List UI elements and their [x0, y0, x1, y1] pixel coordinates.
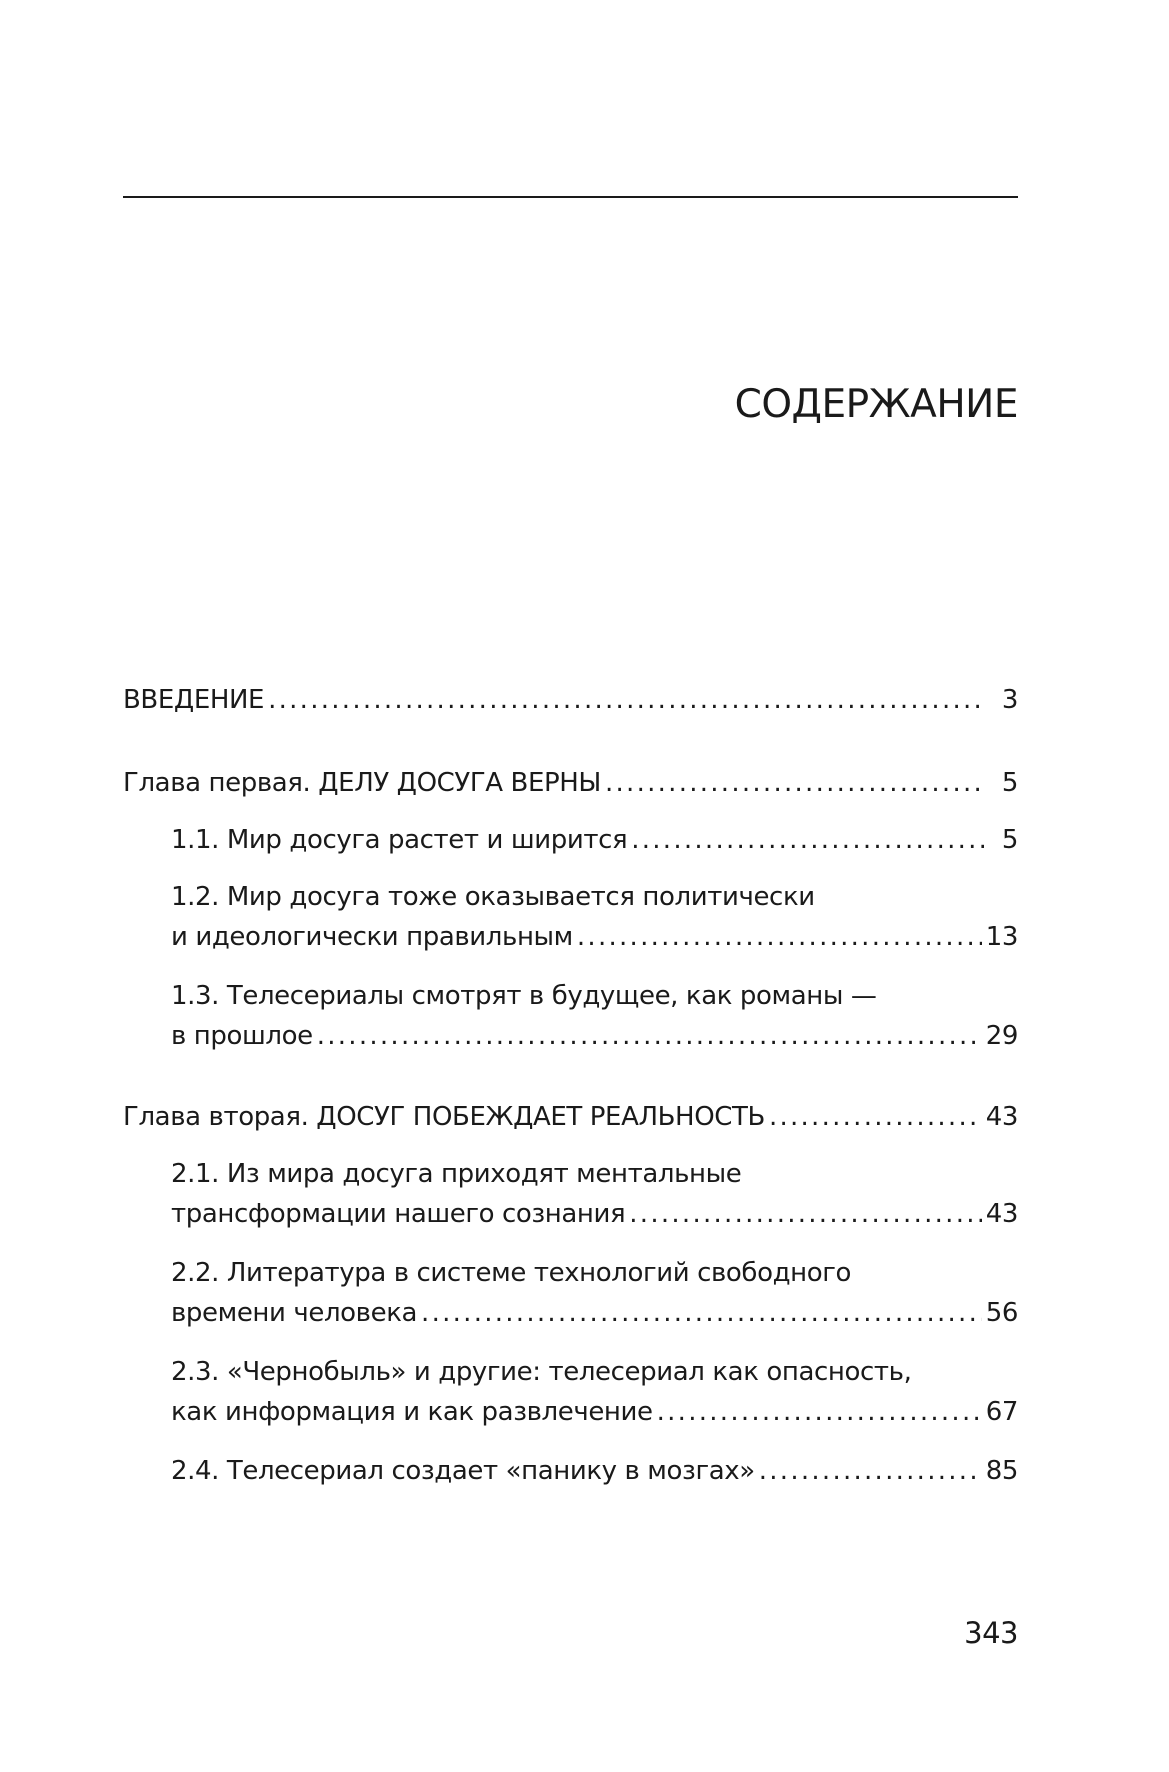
dot-leader — [657, 1392, 982, 1432]
toc-entry-section-2-3[interactable] — [171, 1352, 1018, 1432]
toc-entry-page: 67 — [985, 1397, 1018, 1427]
toc-entry-title-continued: времени человека — [171, 1298, 418, 1328]
toc-entry-chapter-1[interactable] — [123, 763, 1018, 803]
toc-entry-title: 1.3. Телесериалы смотрят в будущее, как романы — — [171, 981, 877, 1011]
dot-leader — [605, 763, 984, 803]
toc-entry-title-continued: и идеологически правильным — [171, 922, 573, 952]
dot-leader — [577, 917, 982, 957]
toc-entry-page: 56 — [985, 1298, 1018, 1328]
toc-entry-section-2-4[interactable] — [171, 1451, 1018, 1491]
toc-entry-page: 13 — [985, 922, 1018, 952]
dot-leader — [268, 680, 984, 720]
toc-entry-title: 1.2. Мир досуга тоже оказывается политически — [171, 882, 815, 912]
toc-entry-page: 5 — [1001, 768, 1018, 798]
toc-entry-page: 5 — [1001, 825, 1018, 855]
toc-entry-title: 2.4. Телесериал создает «панику в мозгах» — [171, 1456, 755, 1486]
dot-leader — [421, 1293, 982, 1333]
toc-entry-title: ВВЕДЕНИЕ — [123, 685, 265, 715]
dot-leader — [759, 1451, 982, 1491]
dot-leader — [317, 1016, 982, 1056]
toc-entry-title: 2.2. Литература в системе технологий свободного — [171, 1258, 852, 1288]
toc-entry-introduction[interactable] — [123, 680, 1018, 720]
toc-entry-section-2-2[interactable] — [171, 1253, 1018, 1333]
toc-entry-title-continued: в прошлое — [171, 1021, 313, 1051]
toc-entry-section-2-1[interactable] — [171, 1154, 1018, 1234]
dot-leader — [629, 1194, 981, 1234]
toc-entry-title: 1.1. Мир досуга растет и ширится — [171, 825, 628, 855]
toc-entry-title-continued: как информация и как развлечение — [171, 1397, 653, 1427]
toc-entry-title: 2.3. «Чернобыль» и другие: телесериал как опасность, — [171, 1357, 912, 1387]
page-number: 343 — [964, 1616, 1018, 1650]
toc-entry-title: 2.1. Из мира досуга приходят ментальные — [171, 1159, 742, 1189]
toc-entry-page: 43 — [985, 1102, 1018, 1132]
toc-entry-title: Глава первая. ДЕЛУ ДОСУГА ВЕРНЫ — [123, 768, 601, 798]
header-rule — [123, 196, 1018, 198]
toc-entry-title: Глава вторая. ДОСУГ ПОБЕЖДАЕТ РЕАЛЬНОСТЬ — [123, 1102, 765, 1132]
dot-leader — [631, 820, 984, 860]
toc-entry-section-1-3[interactable] — [171, 976, 1018, 1056]
toc-entry-page: 43 — [985, 1199, 1018, 1229]
toc-entry-section-1-2[interactable] — [171, 877, 1018, 957]
toc-entry-page: 29 — [985, 1021, 1018, 1051]
toc-entry-page: 85 — [985, 1456, 1018, 1486]
toc-entry-section-1-1[interactable] — [171, 820, 1018, 860]
toc-entry-chapter-2[interactable] — [123, 1097, 1018, 1137]
toc-entry-title-continued: трансформации нашего сознания — [171, 1199, 626, 1229]
toc-entry-page: 3 — [1001, 685, 1018, 715]
dot-leader — [769, 1097, 982, 1137]
page-title: СОДЕРЖАНИЕ — [734, 382, 1018, 427]
